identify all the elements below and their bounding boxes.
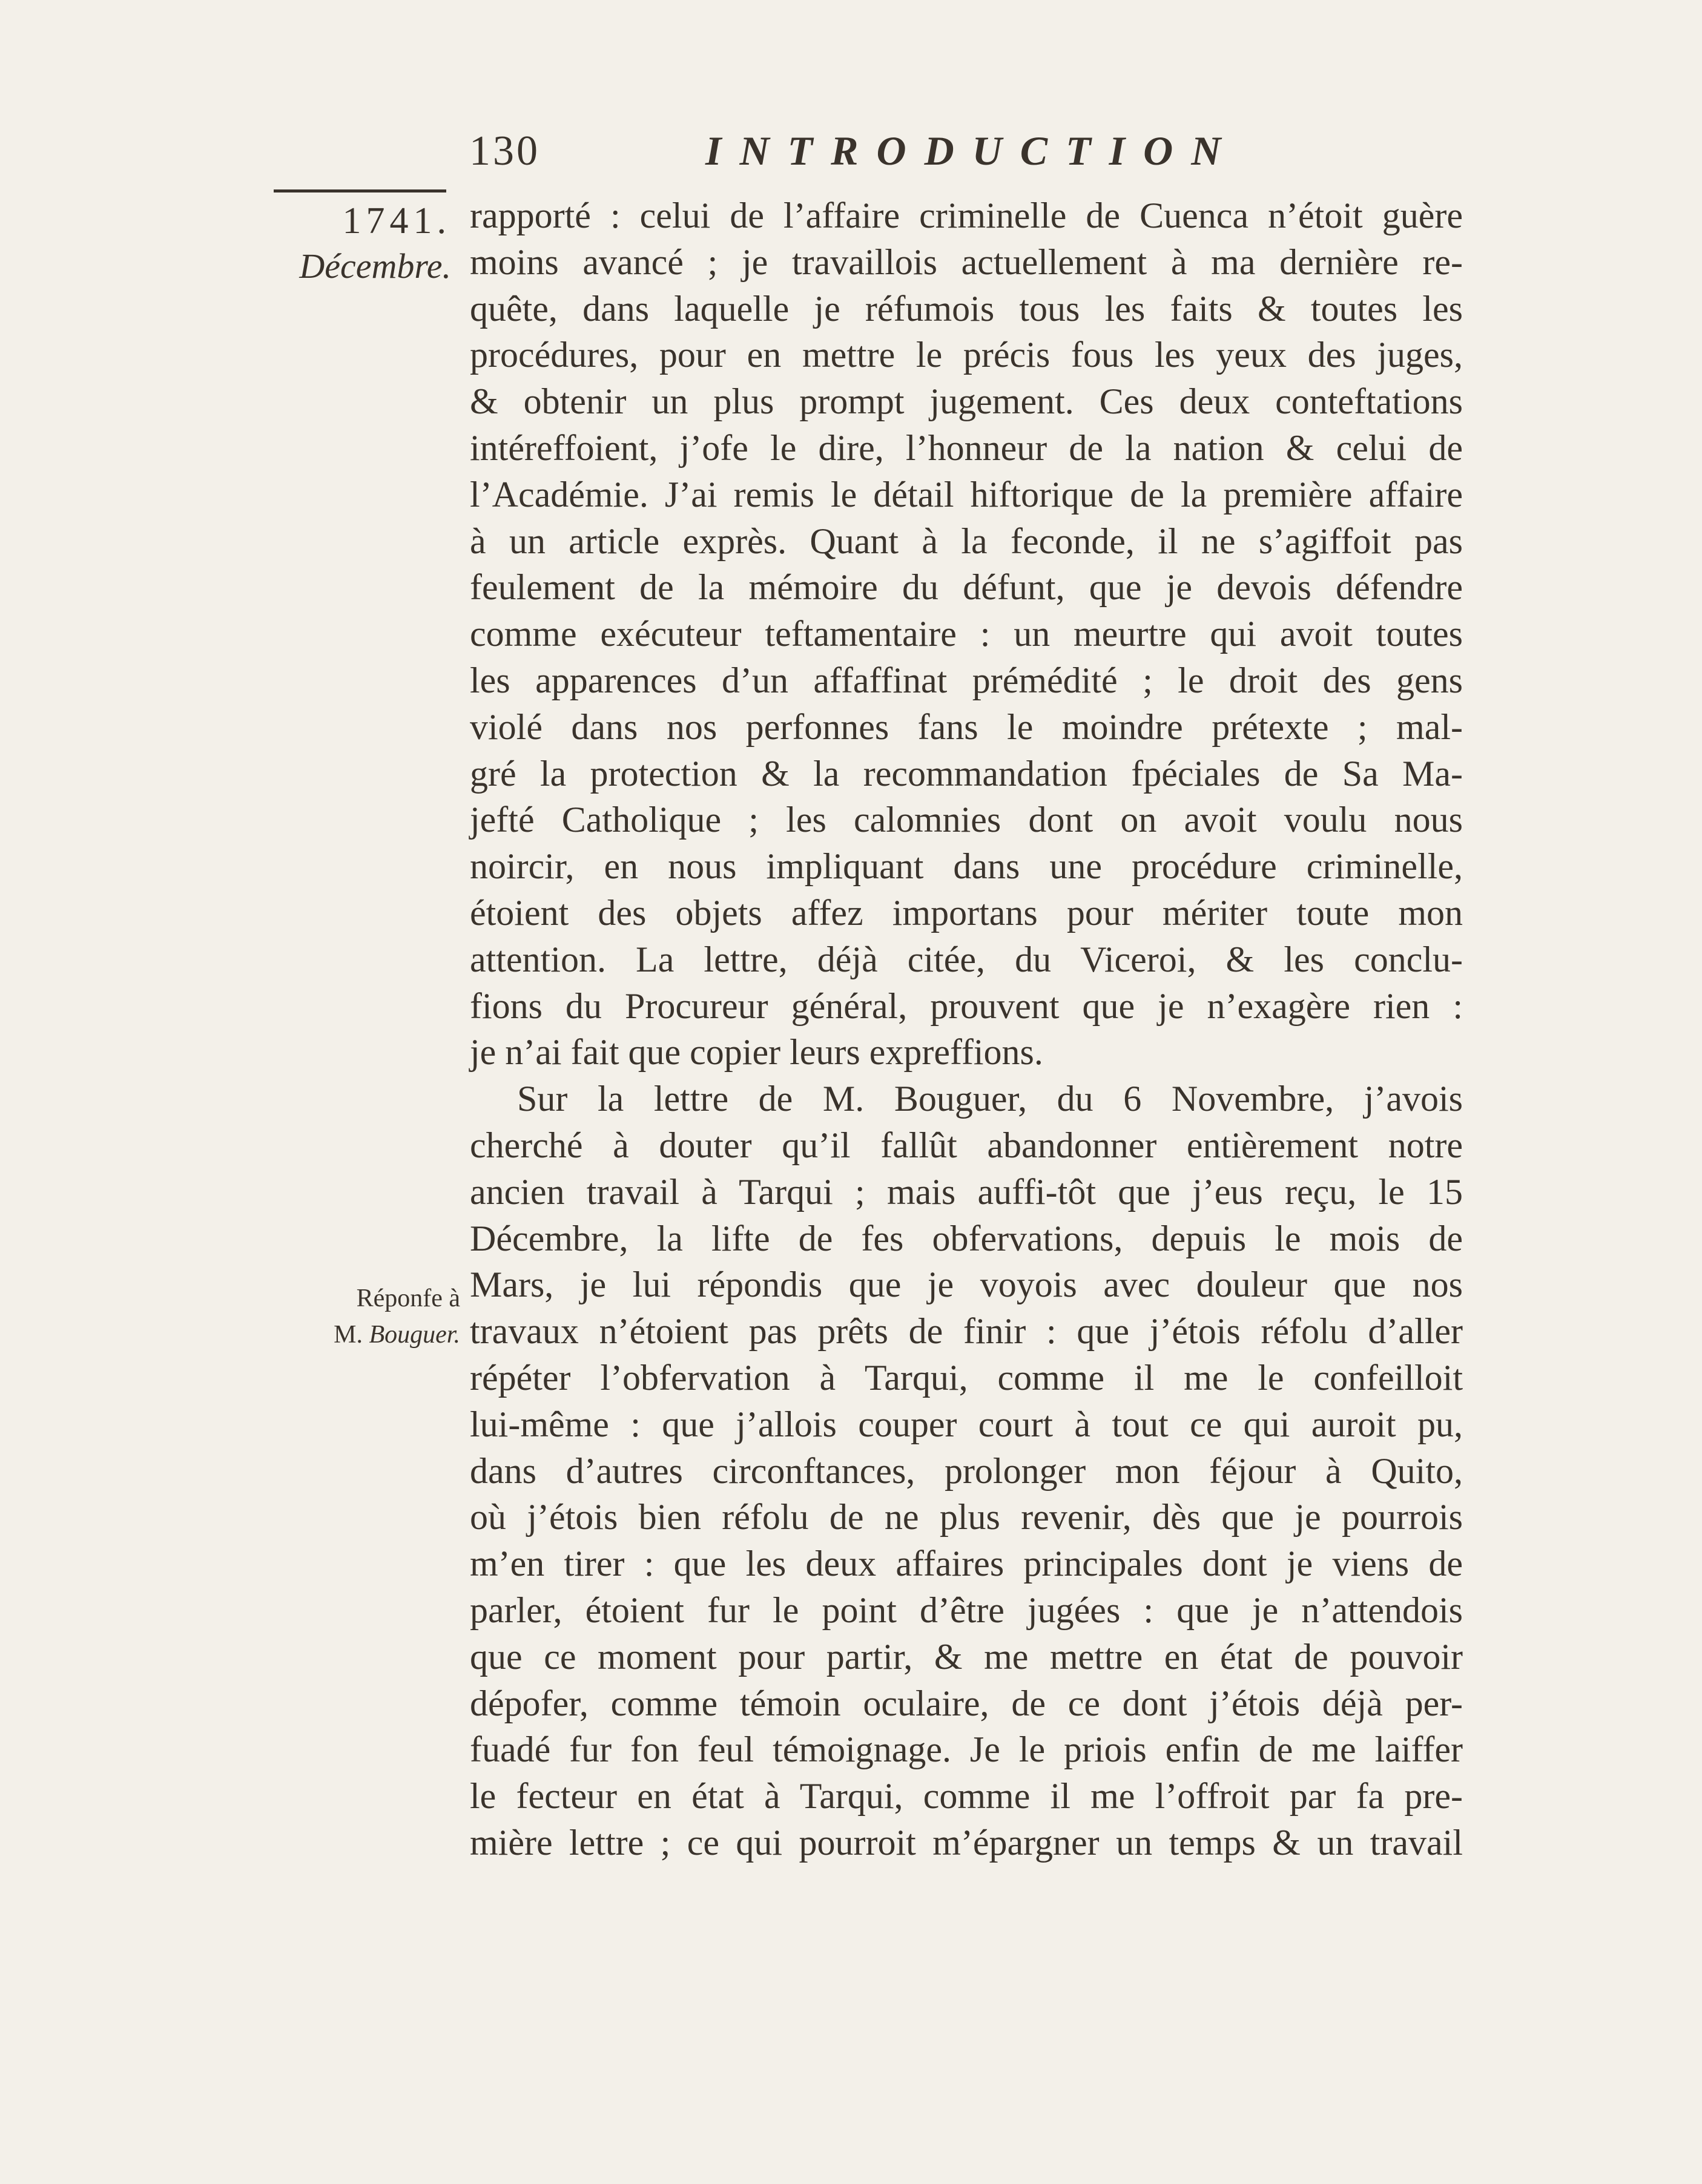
margin-note-line1: Réponfe à: [356, 1284, 460, 1312]
text-line: intéreffoient, j’ofe le dire, l’honneur de la nation & celui de: [470, 427, 1463, 468]
margin-date: [275, 200, 451, 291]
margin-month: Décembre.: [299, 246, 451, 286]
text-line: ancien travail à Tarqui ; mais auffi-tôt que j’eus reçu, le 15: [470, 1171, 1463, 1212]
body-text: [470, 192, 1463, 1866]
text-line: le fecteur en état à Tarqui, comme il me l’offroit par fa pre-: [470, 1776, 1463, 1817]
margin-note-prefix: M.: [334, 1321, 363, 1349]
text-line: cherché à douter qu’il fallût abandonner entièrement notre: [470, 1125, 1463, 1165]
text-line: dépofer, comme témoin oculaire, de ce dont j’étois déjà per-: [470, 1683, 1463, 1723]
margin-rule: [274, 189, 446, 192]
text-line: feulement de la mémoire du défunt, que je devois défendre: [470, 567, 1463, 608]
text-line: Sur la lettre de M. Bouguer, du 6 Novembre, j’avois: [517, 1079, 1463, 1119]
text-line: noircir, en nous impliquant dans une procédure criminelle,: [470, 846, 1463, 887]
text-line: quête, dans laquelle je réfumois tous les faits & toutes les: [470, 288, 1463, 329]
text-line: moins avancé ; je travaillois actuellement à ma dernière re-: [470, 242, 1463, 282]
margin-note-line2: [285, 1317, 460, 1353]
text-line: violé dans nos perfonnes fans le moindre prétexte ; mal-: [470, 706, 1463, 747]
text-line: que ce moment pour partir, & me mettre en état de pouvoir: [470, 1636, 1463, 1677]
text-line: rapporté : celui de l’affaire criminelle de Cuenca n’étoit guère: [470, 196, 1463, 235]
text-line: où j’étois bien réfolu de ne plus revenir, dès que je pourrois: [470, 1497, 1463, 1538]
text-line: mière lettre ; ce qui pourroit m’épargner un temps & un travail: [470, 1822, 1463, 1863]
page-header: [469, 127, 1256, 182]
text-line: travaux n’étoient pas prêts de finir : que j’étois réfolu d’aller: [470, 1311, 1463, 1352]
text-line: à un article exprès. Quant à la feconde, il ne s’agiffoit pas: [470, 521, 1463, 561]
margin-note-name: Bouguer.: [369, 1321, 460, 1349]
text-line: étoient des objets affez importans pour mériter toute mon: [470, 892, 1463, 933]
margin-year: 1741.: [342, 200, 451, 242]
text-line: gré la protection & la recommandation fpéciales de Sa Ma-: [470, 753, 1463, 794]
text-line: Mars, je lui répondis que je voyois avec douleur que nos: [470, 1265, 1463, 1305]
text-line: procédures, pour en mettre le précis fous les yeux des juges,: [470, 335, 1463, 375]
text-line: parler, étoient fur le point d’être jugées : que je n’attendois: [470, 1590, 1463, 1630]
text-line: Décembre, la lifte de fes obfervations, depuis le mois de: [470, 1218, 1463, 1258]
text-line: jefté Catholique ; les calomnies dont on avoit voulu nous: [470, 800, 1463, 840]
text-line: comme exécuteur teftamentaire : un meurtre qui avoit toutes: [470, 614, 1463, 654]
text-line: l’Académie. J’ai remis le détail hiftorique de la première affaire: [470, 474, 1463, 515]
text-line: lui-même : que j’allois couper court à tout ce qui auroit pu,: [470, 1404, 1463, 1444]
running-head: INTRODUCTION: [705, 128, 1239, 174]
text-line: attention. La lettre, déjà citée, du Viceroi, & les conclu-: [470, 939, 1463, 979]
text-line: les apparences d’un affaffinat prémédité ; le droit des gens: [470, 660, 1463, 700]
text-line: m’en tirer : que les deux affaires principales dont je viens de: [470, 1544, 1463, 1584]
text-line: répéter l’obfervation à Tarqui, comme il me le confeilloit: [470, 1357, 1463, 1398]
text-line: dans d’autres circonftances, prolonger mon féjour à Quito,: [470, 1450, 1463, 1491]
text-line: & obtenir un plus prompt jugement. Ces deux conteftations: [470, 381, 1463, 422]
text-line: fuadé fur fon feul témoignage. Je le priois enfin de me laiffer: [470, 1729, 1463, 1770]
text-line: je n’ai fait que copier leurs expreffions.: [470, 1032, 1043, 1073]
margin-note: [285, 1280, 460, 1353]
text-line: fions du Procureur général, prouvent que je n’exagère rien :: [470, 985, 1463, 1026]
page-number: 130: [469, 128, 540, 174]
